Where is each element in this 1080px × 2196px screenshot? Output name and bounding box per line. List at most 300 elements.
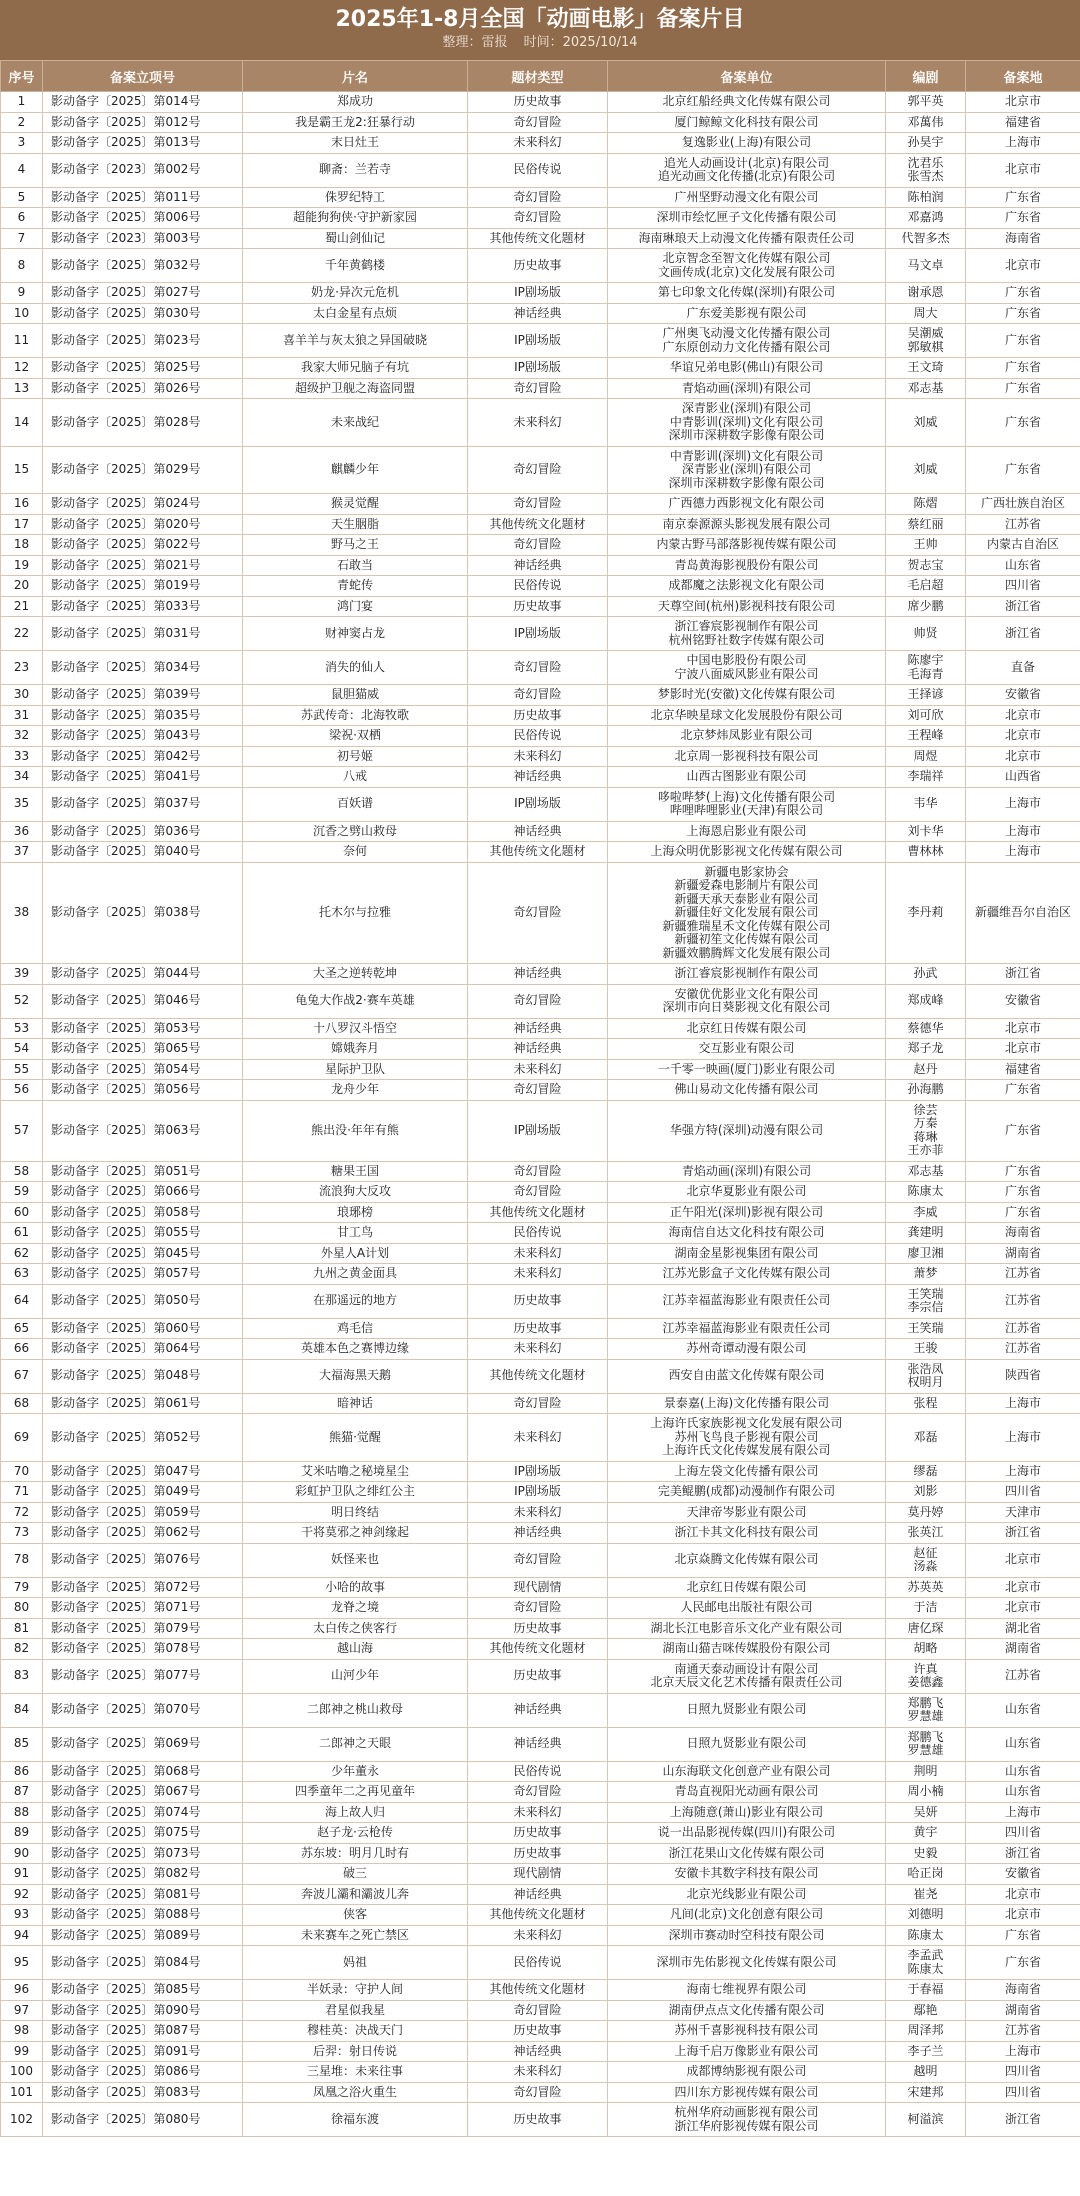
cell-company: 北京华夏影业有限公司 xyxy=(608,1182,886,1203)
cell-region: 四川省 xyxy=(966,1823,1080,1844)
table-row xyxy=(1,1482,1080,1503)
cell-writer: 郑成峰 xyxy=(886,984,966,1018)
cell-company: 苏州奇谭动漫有限公司 xyxy=(608,1339,886,1360)
cell-writer xyxy=(886,1659,966,1693)
cell-company-line: 浙江睿宸影视制作有限公司 xyxy=(674,619,819,633)
cell-company: 北京光线影业有限公司 xyxy=(608,1884,886,1905)
cell-writer-line: 陈康太 xyxy=(907,1961,944,1976)
table-row xyxy=(1,535,1080,556)
table-row xyxy=(1,767,1080,788)
cell-index: 89 xyxy=(1,1823,43,1844)
cell-genre: 民俗传说 xyxy=(468,1223,608,1244)
cell-index: 79 xyxy=(1,1577,43,1598)
cell-genre: 神话经典 xyxy=(468,1727,608,1761)
cell-writer-line: 陈廖宇 xyxy=(907,653,944,667)
cell-writer: 周大 xyxy=(886,303,966,324)
cell-film-title: 三星堆：未来往事 xyxy=(243,2062,468,2083)
cell-code: 影动备字〔2025〕第012号 xyxy=(43,112,243,133)
cell-genre: IP剧场版 xyxy=(468,1461,608,1482)
cell-genre: 历史故事 xyxy=(468,1843,608,1864)
cell-genre: 历史故事 xyxy=(468,1618,608,1639)
cell-film-title: 超能狗狗侠·守护新家园 xyxy=(243,208,468,229)
cell-index: 21 xyxy=(1,596,43,617)
table-row xyxy=(1,446,1080,494)
cell-company: 西安自由蓝文化传媒有限公司 xyxy=(608,1359,886,1393)
cell-index: 80 xyxy=(1,1598,43,1619)
cell-code: 影动备字〔2025〕第039号 xyxy=(43,685,243,706)
cell-genre: 奇幻冒险 xyxy=(468,1598,608,1619)
cell-code: 影动备字〔2025〕第081号 xyxy=(43,1884,243,1905)
cell-writer-line: 蒋琳 xyxy=(913,1129,938,1144)
cell-genre: 民俗传说 xyxy=(468,1761,608,1782)
table-row xyxy=(1,1577,1080,1598)
table-row xyxy=(1,2041,1080,2062)
table-row xyxy=(1,1393,1080,1414)
cell-index: 19 xyxy=(1,555,43,576)
cell-company-line: 哆啦哔梦(上海)文化传播有限公司 xyxy=(657,789,836,804)
table-row xyxy=(1,1693,1080,1727)
cell-film-title: 鼠胆猫威 xyxy=(243,685,468,706)
cell-index: 7 xyxy=(1,228,43,249)
cell-film-title: 野马之王 xyxy=(243,535,468,556)
cell-company-line: 南通天泰动画设计有限公司 xyxy=(674,1661,819,1676)
cell-code: 影动备字〔2025〕第051号 xyxy=(43,1161,243,1182)
cell-region: 上海市 xyxy=(966,2041,1080,2062)
cell-company: 第七印象文化传媒(深圳)有限公司 xyxy=(608,283,886,304)
cell-region: 浙江省 xyxy=(966,2103,1080,2137)
cell-company: 成都博纳影视有限公司 xyxy=(608,2062,886,2083)
column-header-genre: 题材类型 xyxy=(468,61,608,92)
cell-index: 85 xyxy=(1,1727,43,1761)
cell-film-title: 侠客 xyxy=(243,1905,468,1926)
cell-index: 38 xyxy=(1,862,43,964)
cell-region: 广东省 xyxy=(966,208,1080,229)
cell-company: 北京华映星球文化发展股份有限公司 xyxy=(608,705,886,726)
cell-writer: 崔尧 xyxy=(886,1884,966,1905)
cell-writer: 邓嘉鸿 xyxy=(886,208,966,229)
cell-company xyxy=(608,617,886,651)
table-row xyxy=(1,1223,1080,1244)
cell-company: 上海千启万像影业有限公司 xyxy=(608,2041,886,2062)
cell-index: 62 xyxy=(1,1243,43,1264)
cell-writer: 邓志基 xyxy=(886,378,966,399)
cell-film-title: 九州之黄金面具 xyxy=(243,1264,468,1285)
cell-index: 95 xyxy=(1,1946,43,1980)
cell-genre: 未来科幻 xyxy=(468,2062,608,2083)
cell-writer: 越明 xyxy=(886,2062,966,2083)
table-row xyxy=(1,1761,1080,1782)
cell-writer-line: 汤淼 xyxy=(913,1559,938,1573)
cell-company-line: 新疆初笙文化传媒有限公司 xyxy=(674,932,819,946)
cell-region: 江苏省 xyxy=(966,514,1080,535)
cell-region: 浙江省 xyxy=(966,596,1080,617)
cell-code: 影动备字〔2025〕第035号 xyxy=(43,705,243,726)
cell-index: 101 xyxy=(1,2082,43,2103)
cell-index: 55 xyxy=(1,1059,43,1080)
cell-index: 23 xyxy=(1,651,43,685)
cell-genre: 历史故事 xyxy=(468,705,608,726)
cell-genre: IP剧场版 xyxy=(468,617,608,651)
table-row xyxy=(1,2103,1080,2137)
cell-region: 广东省 xyxy=(966,283,1080,304)
cell-company: 交互影业有限公司 xyxy=(608,1039,886,1060)
cell-film-title: 未来赛车之死亡禁区 xyxy=(243,1925,468,1946)
table-row xyxy=(1,1202,1080,1223)
cell-genre: 其他传统文化题材 xyxy=(468,1905,608,1926)
table-row xyxy=(1,1264,1080,1285)
cell-index: 9 xyxy=(1,283,43,304)
cell-company: 北京红日传媒有限公司 xyxy=(608,1018,886,1039)
cell-index: 56 xyxy=(1,1080,43,1101)
table-row xyxy=(1,862,1080,964)
table-row xyxy=(1,964,1080,985)
cell-code: 影动备字〔2025〕第048号 xyxy=(43,1359,243,1393)
cell-index: 20 xyxy=(1,576,43,597)
cell-company-line: 上海许氏家族影视文化发展有限公司 xyxy=(650,1416,843,1430)
cell-code: 影动备字〔2025〕第062号 xyxy=(43,1523,243,1544)
table-row xyxy=(1,705,1080,726)
cell-genre: 神话经典 xyxy=(468,964,608,985)
cell-company: 深圳市赛动时空科技有限公司 xyxy=(608,1925,886,1946)
table-row xyxy=(1,746,1080,767)
cell-company: 内蒙古野马部落影视传媒有限公司 xyxy=(608,535,886,556)
cell-code: 影动备字〔2025〕第073号 xyxy=(43,1843,243,1864)
cell-region: 北京市 xyxy=(966,705,1080,726)
cell-writer: 谢承恩 xyxy=(886,283,966,304)
table-row xyxy=(1,1727,1080,1761)
cell-company-line: 新疆爱森电影制片有限公司 xyxy=(674,878,819,892)
cell-code: 影动备字〔2025〕第031号 xyxy=(43,617,243,651)
cell-index: 15 xyxy=(1,446,43,494)
cell-code: 影动备字〔2025〕第038号 xyxy=(43,862,243,964)
cell-region: 北京市 xyxy=(966,726,1080,747)
cell-company: 湖南伊点点文化传播有限公司 xyxy=(608,2000,886,2021)
cell-film-title: 二郎神之桃山救母 xyxy=(243,1693,468,1727)
cell-writer: 柯溢滨 xyxy=(886,2103,966,2137)
cell-company: 广州坚野动漫文化有限公司 xyxy=(608,187,886,208)
cell-code: 影动备字〔2023〕第002号 xyxy=(43,153,243,187)
cell-film-title: 琅琊榜 xyxy=(243,1202,468,1223)
cell-writer: 代智多杰 xyxy=(886,228,966,249)
cell-company: 青焰动画(深圳)有限公司 xyxy=(608,378,886,399)
cell-company: 正午阳光(深圳)影视有限公司 xyxy=(608,1202,886,1223)
cell-genre: 未来科幻 xyxy=(468,1414,608,1462)
cell-code: 影动备字〔2025〕第053号 xyxy=(43,1018,243,1039)
cell-writer: 李子兰 xyxy=(886,2041,966,2062)
cell-code: 影动备字〔2025〕第037号 xyxy=(43,787,243,821)
cell-region: 江苏省 xyxy=(966,2021,1080,2042)
cell-region: 四川省 xyxy=(966,2062,1080,2083)
cell-writer: 毛启超 xyxy=(886,576,966,597)
cell-film-title: 初号姬 xyxy=(243,746,468,767)
cell-film-title: 破三 xyxy=(243,1864,468,1885)
cell-index: 60 xyxy=(1,1202,43,1223)
cell-region: 江苏省 xyxy=(966,1318,1080,1339)
cell-genre: 奇幻冒险 xyxy=(468,494,608,515)
table-row xyxy=(1,1782,1080,1803)
cell-index: 13 xyxy=(1,378,43,399)
cell-code: 影动备字〔2025〕第076号 xyxy=(43,1543,243,1577)
cell-film-title: 十八罗汉斗悟空 xyxy=(243,1018,468,1039)
cell-region: 上海市 xyxy=(966,821,1080,842)
cell-writer xyxy=(886,1946,966,1980)
cell-company: 北京梦炜凤影业有限公司 xyxy=(608,726,886,747)
cell-writer: 唐亿琛 xyxy=(886,1618,966,1639)
cell-index: 99 xyxy=(1,2041,43,2062)
cell-index: 31 xyxy=(1,705,43,726)
table-row xyxy=(1,1905,1080,1926)
cell-genre: 现代剧情 xyxy=(468,1864,608,1885)
cell-region: 北京市 xyxy=(966,1039,1080,1060)
cell-genre: 历史故事 xyxy=(468,92,608,113)
cell-genre: 神话经典 xyxy=(468,767,608,788)
table-row xyxy=(1,112,1080,133)
cell-genre: 未来科幻 xyxy=(468,1059,608,1080)
cell-film-title: 青蛇传 xyxy=(243,576,468,597)
cell-writer: 郭平英 xyxy=(886,92,966,113)
cell-genre: 奇幻冒险 xyxy=(468,1182,608,1203)
cell-company: 江苏幸福蓝海影业有限责任公司 xyxy=(608,1284,886,1318)
cell-company-line: 北京智念至智文化传媒有限公司 xyxy=(662,251,831,265)
cell-film-title: 奔波儿灞和灞波儿奔 xyxy=(243,1884,468,1905)
cell-writer xyxy=(886,1693,966,1727)
cell-company-line: 上海许氏文化传媒发展有限公司 xyxy=(662,1443,831,1457)
cell-region: 山东省 xyxy=(966,1693,1080,1727)
cell-index: 22 xyxy=(1,617,43,651)
cell-company: 海南信自达文化科技有限公司 xyxy=(608,1223,886,1244)
cell-film-title: 猴灵觉醒 xyxy=(243,494,468,515)
cell-writer: 哈正岗 xyxy=(886,1864,966,1885)
cell-genre: 未来科幻 xyxy=(468,1502,608,1523)
cell-genre: 未来科幻 xyxy=(468,133,608,154)
cell-code: 影动备字〔2025〕第074号 xyxy=(43,1802,243,1823)
cell-company: 上海众明优影影视文化传媒有限公司 xyxy=(608,842,886,863)
cell-index: 35 xyxy=(1,787,43,821)
table-row xyxy=(1,378,1080,399)
cell-film-title: 消失的仙人 xyxy=(243,651,468,685)
cell-company xyxy=(608,984,886,1018)
cell-writer: 张程 xyxy=(886,1393,966,1414)
cell-company: 南京泰源源头影视发展有限公司 xyxy=(608,514,886,535)
cell-film-title: 后羿：射日传说 xyxy=(243,2041,468,2062)
cell-company: 海南七维视界有限公司 xyxy=(608,1980,886,2001)
cell-region: 海南省 xyxy=(966,1980,1080,2001)
cell-company: 湖南金星影视集团有限公司 xyxy=(608,1243,886,1264)
cell-genre: IP剧场版 xyxy=(468,1100,608,1161)
cell-film-title: 麒麟少年 xyxy=(243,446,468,494)
cell-writer: 荆明 xyxy=(886,1761,966,1782)
cell-region: 浙江省 xyxy=(966,964,1080,985)
cell-genre: 神话经典 xyxy=(468,303,608,324)
cell-region: 广东省 xyxy=(966,1946,1080,1980)
cell-writer: 胡略 xyxy=(886,1639,966,1660)
cell-film-title: 苏东坡：明月几时有 xyxy=(243,1843,468,1864)
cell-company: 安徽卡其数字科技有限公司 xyxy=(608,1864,886,1885)
table-body xyxy=(1,92,1080,2137)
table-row xyxy=(1,726,1080,747)
cell-company: 上海随意(萧山)影业有限公司 xyxy=(608,1802,886,1823)
cell-film-title: 大圣之逆转乾坤 xyxy=(243,964,468,985)
cell-region: 山东省 xyxy=(966,555,1080,576)
cell-code: 影动备字〔2025〕第036号 xyxy=(43,821,243,842)
cell-genre: 其他传统文化题材 xyxy=(468,228,608,249)
cell-writer: 于春福 xyxy=(886,1980,966,2001)
cell-writer-line: 郭敏棋 xyxy=(907,339,944,354)
cell-film-title: 奈何 xyxy=(243,842,468,863)
cell-region: 北京市 xyxy=(966,153,1080,187)
cell-company-line: 深青影业(深圳)有限公司 xyxy=(681,462,812,476)
cell-region: 上海市 xyxy=(966,1461,1080,1482)
cell-index: 36 xyxy=(1,821,43,842)
cell-writer: 王程峰 xyxy=(886,726,966,747)
cell-film-title: 在那遥远的地方 xyxy=(243,1284,468,1318)
cell-region: 北京市 xyxy=(966,1543,1080,1577)
cell-region: 北京市 xyxy=(966,1018,1080,1039)
cell-writer: 周煜 xyxy=(886,746,966,767)
cell-code: 影动备字〔2025〕第071号 xyxy=(43,1598,243,1619)
cell-company-line: 杭州华府动画影视有限公司 xyxy=(674,2105,819,2119)
cell-film-title: 妈祖 xyxy=(243,1946,468,1980)
cell-genre: 神话经典 xyxy=(468,2041,608,2062)
cell-company-line: 深青影业(深圳)有限公司 xyxy=(681,401,812,415)
cell-region: 江苏省 xyxy=(966,1339,1080,1360)
cell-index: 1 xyxy=(1,92,43,113)
table-row xyxy=(1,1039,1080,1060)
page-subtitle xyxy=(0,34,1080,52)
cell-writer: 刘影 xyxy=(886,1482,966,1503)
cell-index: 91 xyxy=(1,1864,43,1885)
cell-region: 内蒙古自治区 xyxy=(966,535,1080,556)
cell-company: 梦影时光(安徽)文化传媒有限公司 xyxy=(608,685,886,706)
cell-film-title: 艾米咕噜之秘境星尘 xyxy=(243,1461,468,1482)
cell-code: 影动备字〔2025〕第040号 xyxy=(43,842,243,863)
cell-film-title: 郑成功 xyxy=(243,92,468,113)
cell-code: 影动备字〔2025〕第079号 xyxy=(43,1618,243,1639)
cell-company: 湖北长江电影音乐文化产业有限公司 xyxy=(608,1618,886,1639)
cell-region: 湖南省 xyxy=(966,2000,1080,2021)
cell-writer: 史毅 xyxy=(886,1843,966,1864)
cell-company: 上海左袋文化传播有限公司 xyxy=(608,1461,886,1482)
cell-writer: 鄢艳 xyxy=(886,2000,966,2021)
cell-company: 北京红日传媒有限公司 xyxy=(608,1577,886,1598)
table-row xyxy=(1,821,1080,842)
cell-code: 影动备字〔2025〕第061号 xyxy=(43,1393,243,1414)
cell-film-title: 财神窦占龙 xyxy=(243,617,468,651)
cell-writer-line: 赵征 xyxy=(913,1545,938,1560)
cell-film-title: 四季童年二之再见童年 xyxy=(243,1782,468,1803)
cell-code: 影动备字〔2025〕第082号 xyxy=(43,1864,243,1885)
cell-writer: 邓萬伟 xyxy=(886,112,966,133)
cell-region: 广东省 xyxy=(966,378,1080,399)
cell-genre: 其他传统文化题材 xyxy=(468,1202,608,1223)
cell-code: 影动备字〔2025〕第021号 xyxy=(43,555,243,576)
cell-region: 上海市 xyxy=(966,1802,1080,1823)
cell-genre: 未来科幻 xyxy=(468,746,608,767)
cell-region: 浙江省 xyxy=(966,1523,1080,1544)
cell-genre: IP剧场版 xyxy=(468,787,608,821)
cell-code: 影动备字〔2025〕第043号 xyxy=(43,726,243,747)
cell-genre: 历史故事 xyxy=(468,2103,608,2137)
cell-genre: 其他传统文化题材 xyxy=(468,1639,608,1660)
table-row xyxy=(1,1543,1080,1577)
cell-code: 影动备字〔2025〕第089号 xyxy=(43,1925,243,1946)
cell-writer xyxy=(886,153,966,187)
cell-region: 广东省 xyxy=(966,358,1080,379)
cell-writer: 邓志基 xyxy=(886,1161,966,1182)
cell-genre: 未来科幻 xyxy=(468,399,608,447)
cell-company: 北京红船经典文化传媒有限公司 xyxy=(608,92,886,113)
cell-index: 10 xyxy=(1,303,43,324)
cell-genre: 奇幻冒险 xyxy=(468,378,608,399)
cell-genre: 现代剧情 xyxy=(468,1577,608,1598)
cell-region: 北京市 xyxy=(966,746,1080,767)
cell-index: 14 xyxy=(1,399,43,447)
cell-code: 影动备字〔2025〕第046号 xyxy=(43,984,243,1018)
cell-writer: 王骏 xyxy=(886,1339,966,1360)
cell-company: 华谊兄弟电影(佛山)有限公司 xyxy=(608,358,886,379)
cell-film-title: 少年董永 xyxy=(243,1761,468,1782)
cell-genre: 历史故事 xyxy=(468,596,608,617)
table-row xyxy=(1,1823,1080,1844)
cell-region: 北京市 xyxy=(966,1884,1080,1905)
cell-company xyxy=(608,1414,886,1462)
cell-company-line: 宁波八面威风影业有限公司 xyxy=(674,666,819,681)
table-row xyxy=(1,1502,1080,1523)
subtitle-time: 时间：2025/10/14 xyxy=(523,35,638,50)
cell-index: 71 xyxy=(1,1482,43,1503)
cell-genre: 奇幻冒险 xyxy=(468,984,608,1018)
cell-company: 湖南山猫吉咪传媒股份有限公司 xyxy=(608,1639,886,1660)
cell-writer: 帅贤 xyxy=(886,617,966,651)
cell-region: 广东省 xyxy=(966,446,1080,494)
cell-genre: 民俗传说 xyxy=(468,726,608,747)
cell-index: 61 xyxy=(1,1223,43,1244)
cell-company xyxy=(608,651,886,685)
table-row xyxy=(1,1980,1080,2001)
cell-company: 厦门鲸鲸文化科技有限公司 xyxy=(608,112,886,133)
cell-company: 完美鲲鹏(成都)动漫制作有限公司 xyxy=(608,1482,886,1503)
cell-genre: 奇幻冒险 xyxy=(468,208,608,229)
cell-film-title: 托木尔与拉雅 xyxy=(243,862,468,964)
cell-code: 影动备字〔2025〕第084号 xyxy=(43,1946,243,1980)
table-row xyxy=(1,303,1080,324)
cell-code: 影动备字〔2025〕第077号 xyxy=(43,1659,243,1693)
cell-genre: 奇幻冒险 xyxy=(468,535,608,556)
cell-writer: 孙昊宇 xyxy=(886,133,966,154)
cell-company xyxy=(608,249,886,283)
table-row xyxy=(1,1018,1080,1039)
table-row xyxy=(1,133,1080,154)
cell-genre: 奇幻冒险 xyxy=(468,1080,608,1101)
cell-genre: 神话经典 xyxy=(468,1039,608,1060)
cell-writer: 苏英英 xyxy=(886,1577,966,1598)
cell-writer: 缪磊 xyxy=(886,1461,966,1482)
cell-film-title: 英雄本色之赛博边缘 xyxy=(243,1339,468,1360)
cell-code: 影动备字〔2025〕第034号 xyxy=(43,651,243,685)
cell-region: 四川省 xyxy=(966,576,1080,597)
cell-film-title: 越山海 xyxy=(243,1639,468,1660)
cell-writer: 周泽邦 xyxy=(886,2021,966,2042)
cell-region: 广东省 xyxy=(966,1161,1080,1182)
cell-writer xyxy=(886,1359,966,1393)
cell-code: 影动备字〔2023〕第003号 xyxy=(43,228,243,249)
cell-film-title: 山河少年 xyxy=(243,1659,468,1693)
table-row xyxy=(1,2021,1080,2042)
cell-company xyxy=(608,1659,886,1693)
cell-writer-line: 毛海青 xyxy=(907,666,944,681)
table-row xyxy=(1,1659,1080,1693)
cell-company-line: 深圳市向日葵影视文化有限公司 xyxy=(662,1000,831,1014)
